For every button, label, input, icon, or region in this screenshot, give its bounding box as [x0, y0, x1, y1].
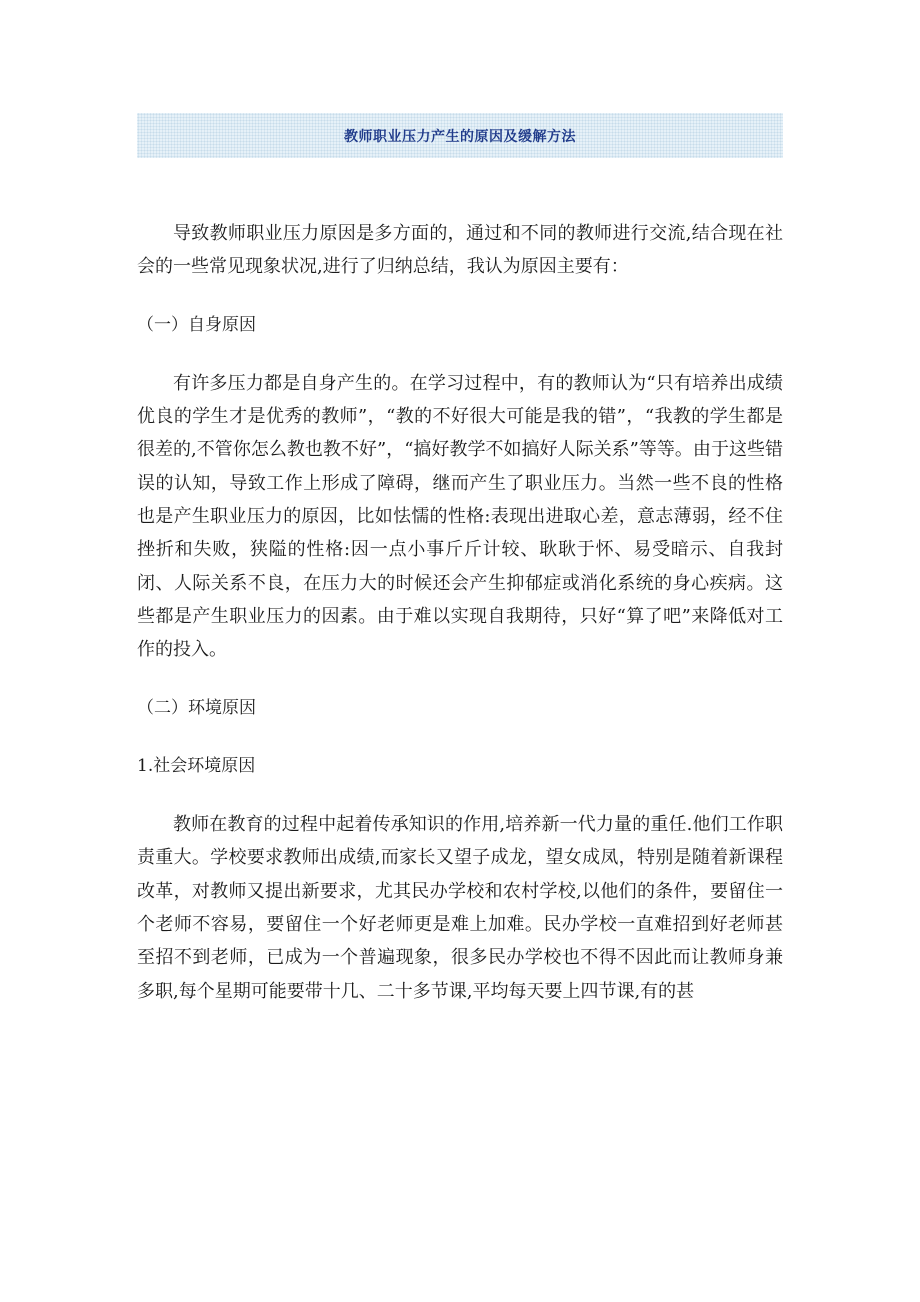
page-title: 教师职业压力产生的原因及缓解方法 [344, 128, 576, 145]
title-banner [137, 113, 783, 158]
section-heading-self-causes: （一）自身原因 [137, 314, 256, 335]
document-body [137, 217, 783, 1008]
subsection-heading-social-environment: 1.社会环境原因 [137, 755, 256, 776]
section-heading-environment-causes: （二）环境原因 [137, 697, 256, 718]
section-paragraph-self-causes: 有许多压力都是自身产生的。在学习过程中，有的教师认为“只有培养出成绩优良的学生才是优秀的教师”，“教的不好很大可能是我的错”，“我教的学生都是很差的,不管你怎么教也教不好”，“搞好教学不如搞好人际关系”等等。由于这些错误的认知，导致工作上形成了障碍，继而产生了职业压力。当然一些不良的性格也是产生职业压力的原因，比如怯懦的性格:表现出进取心差，意志薄弱，经不住挫折和失败，狭隘的性格:因一点小事斤斤计较、耿耿于怀、易受暗示、自我封闭、人际关系不良，在压力大的时候还会产生抑郁症或消化系统的身心疾病。这些都是产生职业压力的因素。由于难以实现自我期待，只好“算了吧”来降低对工作的投入。 [137, 372, 783, 661]
intro-paragraph: 导致教师职业压力原因是多方面的，通过和不同的教师进行交流,结合现在社会的一些常见现象状况,进行了归纳总结，我认为原因主要有： [137, 223, 783, 278]
subsection-paragraph-social-environment: 教师在教育的过程中起着传承知识的作用,培养新一代力量的重任.他们工作职责重大。学校要求教师出成绩,而家长又望子成龙，望女成凤，特别是随着新课程改革，对教师又提出新要求，尤其民办学校和农村学校,以他们的条件，要留住一个老师不容易，要留住一个好老师更是难上加难。民办学校一直难招到好老师甚至招不到老师，已成为一个普遍现象，很多民办学校也不得不因此而让教师身兼多职,每个星期可能要带十几、二十多节课,平均每天要上四节课,有的甚 [137, 814, 783, 1002]
